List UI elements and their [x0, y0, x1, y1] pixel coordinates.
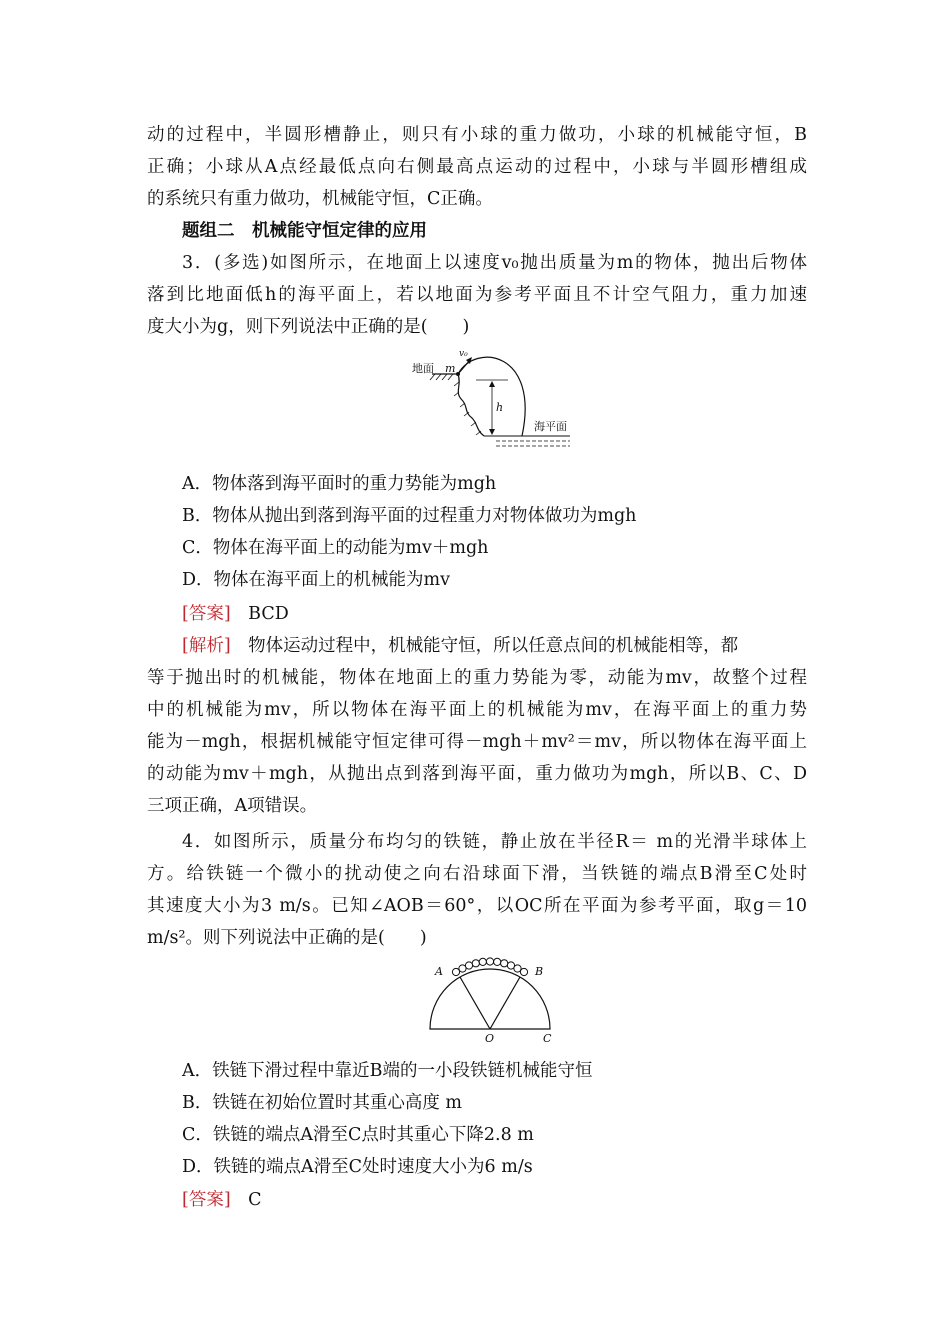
intro-line-3: 的系统只有重力做功，机械能守恒，C正确。 — [147, 189, 493, 209]
intro-line-2: 正确；小球从A点经最低点向右侧最高点运动的过程中，小球与半圆形槽组成 — [147, 157, 807, 177]
ground-label: 地面 — [412, 362, 434, 375]
hemisphere-outline — [430, 969, 550, 1029]
section-title: 题组二 机械能守恒定律的应用 — [182, 221, 427, 241]
q4-stem-line-4: m/s²。则下列说法中正确的是( ) — [147, 928, 427, 948]
radius-oa — [460, 977, 490, 1029]
mass-point — [456, 372, 460, 376]
q4-stem-line-1: 4．如图所示，质量分布均匀的铁链，静止放在半径R＝ m的光滑半球体上 — [182, 832, 807, 852]
analysis-tag: [解析] — [182, 636, 231, 656]
answer-tag: [答案] — [182, 604, 231, 624]
answer-value: BCD — [248, 604, 289, 624]
sea-label: 海平面 — [534, 420, 567, 433]
analysis-line-2: 等于抛出时的机械能，物体在地面上的重力势能为零，动能为mv，故整个过程 — [147, 668, 807, 688]
mass-label: m — [445, 362, 456, 375]
analysis-line-3: 中的机械能为mv，所以物体在海平面上的机械能为mv，在海平面上的重力势 — [147, 700, 807, 720]
sea-waves — [496, 441, 570, 446]
analysis-line-4: 能为－mgh，根据机械能守恒定律可得－mgh＋mv²＝mv，所以物体在海平面上 — [147, 732, 807, 752]
q4-option-b: B．铁链在初始位置时其重心高度 m — [182, 1093, 463, 1113]
q3-option-d: D．物体在海平面上的机械能为mv — [182, 570, 451, 590]
label-b: B — [535, 965, 544, 978]
q4-stem-line-3: 其速度大小为3 m/s。已知∠AOB＝60°，以OC所在平面为参考平面，取g＝10 — [147, 896, 807, 916]
velocity-label: v₀ — [459, 349, 468, 359]
q3-stem-line-3: 度大小为g，则下列说法中正确的是( ) — [147, 317, 470, 337]
intro-line-1: 动的过程中，半圆形槽静止，则只有小球的重力做功，小球的机械能守恒，B — [147, 125, 807, 145]
analysis-line-6: 三项正确，A项错误。 — [147, 796, 318, 816]
q4-option-c: C．铁链的端点A滑至C点时其重心下降2.8 m — [182, 1125, 534, 1145]
chain-links — [452, 958, 527, 976]
q4-answer-tag: [答案] — [182, 1190, 231, 1210]
label-a: A — [435, 965, 443, 978]
q4-answer-value: C — [248, 1190, 262, 1210]
q3-stem-line-1: 3．(多选)如图所示，在地面上以速度v₀抛出质量为m的物体，抛出后物体 — [182, 253, 807, 273]
q3-analysis-row — [182, 633, 807, 659]
q3-option-c: C．物体在海平面上的动能为mv＋mgh — [182, 538, 489, 558]
q3-stem-line-2: 落到比地面低h的海平面上，若以地面为参考平面且不计空气阻力，重力加速 — [147, 285, 807, 305]
trajectory — [458, 357, 525, 436]
q4-answer-row — [182, 1187, 842, 1213]
analysis-line-1: 物体运动过程中，机械能守恒，所以任意点间的机械能相等，都 — [248, 636, 739, 656]
q4-option-a: A．铁链下滑过程中靠近B端的一小段铁链机械能守恒 — [182, 1061, 593, 1081]
analysis-line-5: 的动能为mv＋mgh，从抛出点到落到海平面，重力做功为mgh，所以B、C、D — [147, 764, 807, 784]
q3-option-b: B．物体从抛出到落到海平面的过程重力对物体做功为mgh — [182, 506, 637, 526]
q3-cliff-diagram — [410, 346, 580, 454]
q3-option-a: A．物体落到海平面时的重力势能为mgh — [182, 474, 497, 494]
q4-option-d: D．铁链的端点A滑至C处时速度大小为6 m/s — [182, 1157, 533, 1177]
q3-answer-row — [182, 601, 842, 627]
q4-stem-line-2: 方。给铁链一个微小的扰动使之向右沿球面下滑，当铁链的端点B滑至C处时 — [147, 864, 807, 884]
q4-hemisphere-diagram — [420, 956, 560, 1046]
height-label: h — [496, 401, 504, 414]
label-o: O — [485, 1032, 495, 1045]
radius-ob — [490, 977, 520, 1029]
label-c: C — [543, 1032, 552, 1045]
